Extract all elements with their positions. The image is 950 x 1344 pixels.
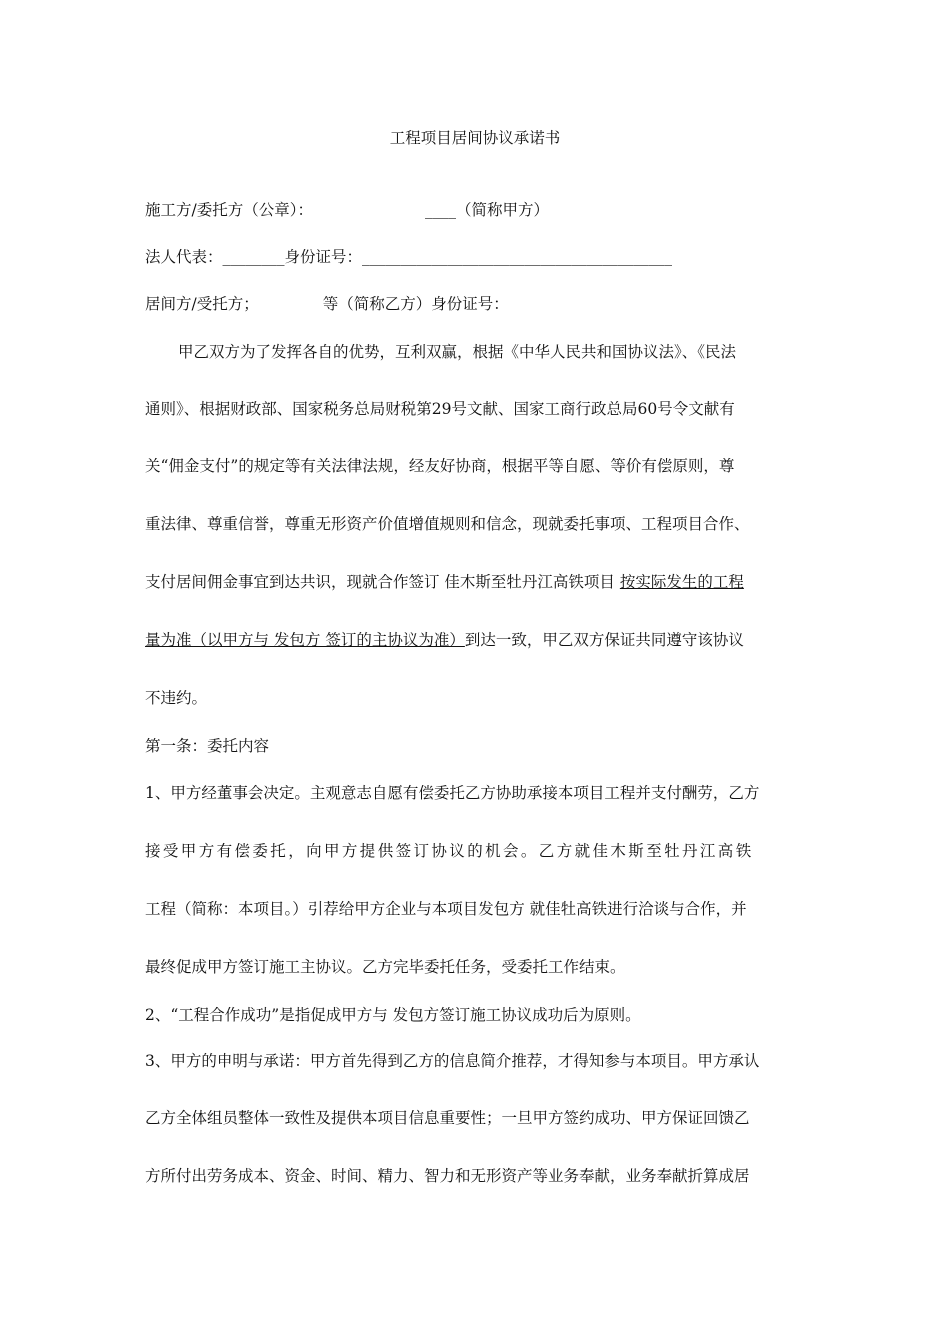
item3-line-2: 乙方全体组员整体一致性及提供本项目信息重要性；一旦甲方签约成功、甲方保证回馈乙	[145, 1109, 750, 1127]
item2-line: 2、“工程合作成功”是指促成甲方与 发包方签订施工协议成功后为原则。	[145, 1006, 641, 1024]
para1-line-6	[145, 630, 744, 650]
para1-line-6-underlined: 量为准（以甲方与 发包方 签订的主协议为准）	[145, 631, 465, 649]
document-title: 工程项目居间协议承诺书	[389, 129, 561, 147]
party-b-line	[145, 294, 509, 314]
party-a-label: 施工方/委托方（公章）：	[145, 201, 313, 219]
para1-line-1: 甲乙双方为了发挥各自的优势，互利双赢，根据《中华人民共和国协议法》、《民法	[178, 343, 737, 361]
party-a-blank: ____	[424, 201, 456, 219]
para1-line-5	[145, 572, 744, 592]
item1-line-2: 接受甲方有偿委托，向甲方提供签订协议的机会。乙方就佳木斯至牡丹江高铁	[145, 842, 754, 860]
item1-line-4: 最终促成甲方签订施工主协议。乙方完毕委托任务，受委托工作结束。	[145, 958, 626, 976]
para1-line-4: 重法律、尊重信誉，尊重无形资产价值增值规则和信念，现就委托事项、工程项目合作、	[145, 515, 750, 533]
id-label: 身份证号：	[284, 248, 363, 266]
item1-line-1: 1、甲方经董事会决定。主观意志自愿有偿委托乙方协助承接本项目工程并支付酬劳，乙方	[145, 784, 760, 802]
para1-line-5-underlined: 按实际发生的工程	[619, 573, 744, 591]
party-a-suffix: （简称甲方）	[455, 201, 549, 219]
article1-heading: 第一条：委托内容	[145, 737, 270, 755]
legal-rep-blank: ________	[222, 248, 285, 266]
legal-rep-label: 法人代表：	[145, 248, 223, 266]
para1-line-6-text: 到达一致，甲乙双方保证共同遵守该协议	[464, 631, 744, 649]
item1-line-3: 工程（简称：本项目。）引荐给甲方企业与本项目发包方 就佳牡高铁进行洽谈与合作，并	[145, 900, 747, 918]
item3-line-1: 3、甲方的申明与承诺：甲方首先得到乙方的信息简介推荐，才得知参与本项目。甲方承认	[145, 1052, 760, 1070]
item3-line-3: 方所付出劳务成本、资金、时间、精力、智力和无形资产等业务奉献，业务奉献折算成居	[145, 1167, 750, 1185]
party-b-suffix: 等（简称乙方）身份证号：	[322, 295, 509, 313]
para1-line-3: 关“佣金支付”的规定等有关法律法规，经友好协商，根据平等自愿、等价有偿原则，尊	[145, 457, 735, 475]
para1-line-5-text: 支付居间佣金事宜到达共识，现就合作签订 佳木斯至牡丹江高铁项目	[145, 573, 620, 591]
party-b-label: 居间方/受托方；	[145, 295, 259, 313]
party-a-line	[145, 200, 549, 220]
legal-rep-line	[145, 247, 672, 267]
id-blank: ________________________________________	[362, 248, 673, 266]
para1-line-2: 通则》、根据财政部、国家税务总局财税第29号文献、国家工商行政总局60号令文献有	[145, 400, 735, 418]
para1-line-7: 不违约。	[145, 689, 208, 707]
